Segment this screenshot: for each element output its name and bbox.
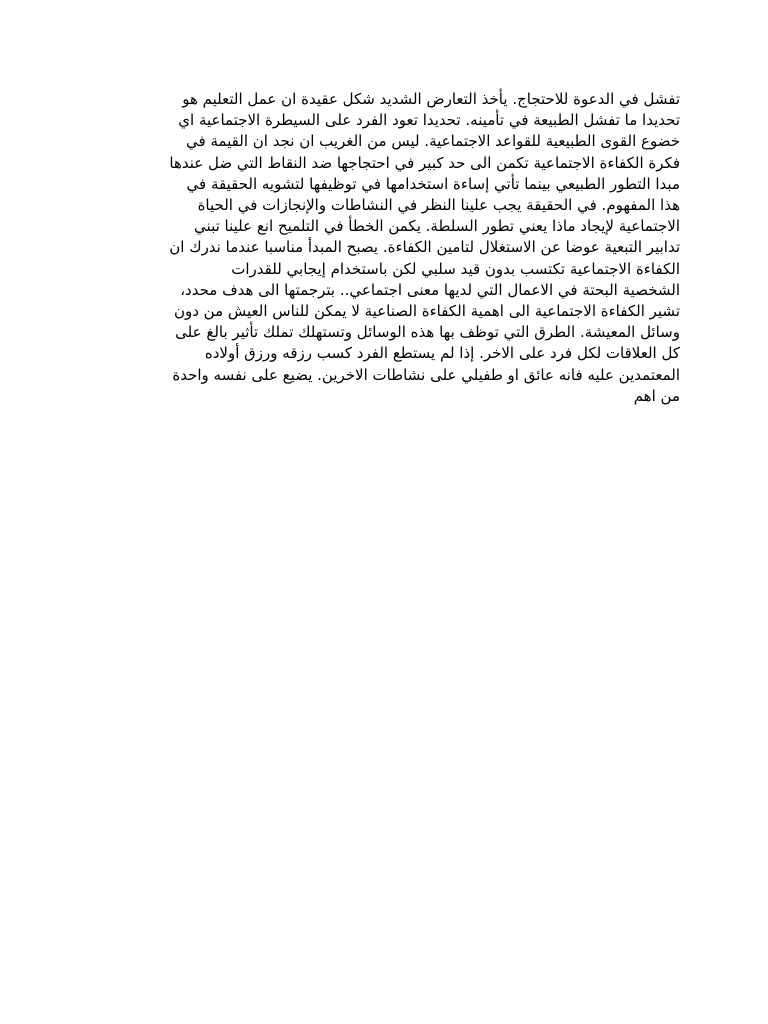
paragraph-line: تفشل في الدعوة للاحتجاج. يأخذ التعارض الشديد شكل عقيدة ان عمل التعليم هو [182, 90, 680, 108]
paragraph-line: من اهم [633, 386, 680, 405]
paragraph-line: تدابير التبعية عوضا عن الاستغلال لتامين الكفاءة. يصبح المبدأ مناسبا عندما ندرك ان [169, 238, 680, 257]
paragraph-line: الكفاءة الاجتماعية تكتسب بدون قيد سلبي لكن باستخدام إيجابي للقدرات [231, 259, 680, 278]
body-paragraph [90, 89, 680, 407]
paragraph-line: الشخصية البحتة في الاعمال التي لديها معنى اجتماعي.. بترجمتها الى هدف محدد، [180, 280, 680, 299]
paragraph-line: خضوع القوى الطبيعية للقواعد الاجتماعية. ليس من الغريب ان نجد ان القيمة في [186, 132, 680, 151]
paragraph-line: تحديدا ما تفشل الطبيعة في تأمينه. تحديدا تعود الفرد على السيطرة الاجتماعية اي [178, 111, 680, 130]
paragraph-line: المعتمدين عليه فانه عائق او طفيلي على نشاطات الاخرين. يضيع على نفسه واحدة [172, 365, 680, 384]
paragraph-line: هذا المفهوم. في الحقيقة يجب علينا النظر في النشاطات والإنجازات في الحياة [197, 196, 680, 215]
paragraph-line: تشير الكفاءة الاجتماعية الى اهمية الكفاءة الصناعية لا يمكن للناس العيش من دون [173, 302, 680, 321]
paragraph-line: الاجتماعية لإيجاد ماذا يعني تطور السلطة. يكمن الخطأ في التلميح انع علينا تبني [194, 217, 680, 236]
paragraph-line: مبدا التطور الطبيعي بينما تأتي إساءة استخدامها في توظيفها لتشويه الحقيقة في [186, 174, 680, 193]
paragraph-line: وسائل المعيشة. الطرق التي توظف بها هذه الوسائل وتستهلك تملك تأثير بالغ على [175, 323, 680, 342]
paragraph-line: فكرة الكفاءة الاجتماعية تكمن الى حد كبير في احتجاجها ضد النقاط التي ضل عندها [169, 153, 680, 172]
paragraph-line: كل العلاقات لكل فرد على الاخر. إذا لم يستطع الفرد كسب رزقه ورزق أولاده [204, 344, 680, 363]
